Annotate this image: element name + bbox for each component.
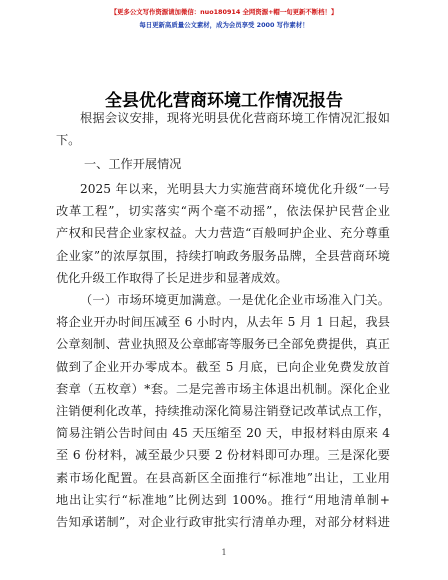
- paragraph-line: 套章（五枚章）*套。二是完善市场主体退出机制。深化企业: [56, 381, 390, 396]
- document-title: 全县优化营商环境工作情况报告: [105, 91, 343, 111]
- paragraph-line: 注销便利化改革，持续推动深化简易注销登记改革试点工作，: [56, 404, 390, 419]
- paragraph-line: 产权和民营企业家权益。大力营造“百般呵护企业、充分尊重: [56, 226, 390, 241]
- page-number: 1: [221, 548, 227, 557]
- paragraph-line: 地出让实行“标准地”比例达到 100%。推行“用地清单制+: [56, 492, 390, 507]
- promo-banner: [0, 6, 448, 32]
- paragraph-line: 至 6 份材料，减至最少只要 2 份材料即可办理。三是深化要: [56, 448, 390, 463]
- paragraph-line: 做到了企业开办零成本。截至 5 月底，已向企业免费发放首: [56, 359, 390, 374]
- paragraph-line: 2025 年以来，光明县大力实施营商环境优化升级“一号: [80, 182, 390, 196]
- promo-line-wechat: 【更多公文写作资源请加微信：nuo180914 全网资源+帽一旬更新不断档！】: [110, 8, 338, 16]
- paragraph-line: 改革工程”，切实落实“两个毫不动摇”，依法保护民营企业: [56, 204, 390, 219]
- paragraph-line: 公章刻制、营业执照及公章邮寄等服务已全部免费提供，真正: [56, 337, 390, 352]
- paragraph-market-environment: [56, 289, 390, 533]
- paragraph-overview: [56, 178, 390, 289]
- intro-paragraph: [56, 107, 390, 151]
- section-heading: 一、工作开展情况: [84, 157, 182, 171]
- paragraph-line: 告知承诺制”，对企业行政审批实行清单办理，对部分材料进: [56, 515, 390, 530]
- paragraph-line: 将企业开办时间压减至 6 小时内，从去年 5 月 1 日起，我县: [56, 315, 390, 330]
- intro-line: 下。: [56, 133, 81, 148]
- paragraph-line: （一）市场环境更加满意。一是优化企业市场准入门关。: [80, 293, 390, 307]
- paragraph-line: 优化升级工作取得了长足进步和显著成效。: [56, 270, 288, 285]
- paragraph-line: 素市场化配置。在县高新区全面推行“标准地”出让，工业用: [56, 470, 390, 485]
- promo-line-membership: 每日更新高质量公文素材，成为会员享受 2000 写作素材！: [139, 21, 309, 29]
- paragraph-line: 企业家”的浓厚氛围，持续打响政务服务品牌，全县营商环境: [56, 248, 390, 263]
- intro-line: 根据会议安排，现将光明县优化营商环境工作情况汇报如: [80, 111, 390, 125]
- paragraph-line: 简易注销公告时间由 45 天压缩至 20 天，申报材料由原来 4: [56, 426, 390, 441]
